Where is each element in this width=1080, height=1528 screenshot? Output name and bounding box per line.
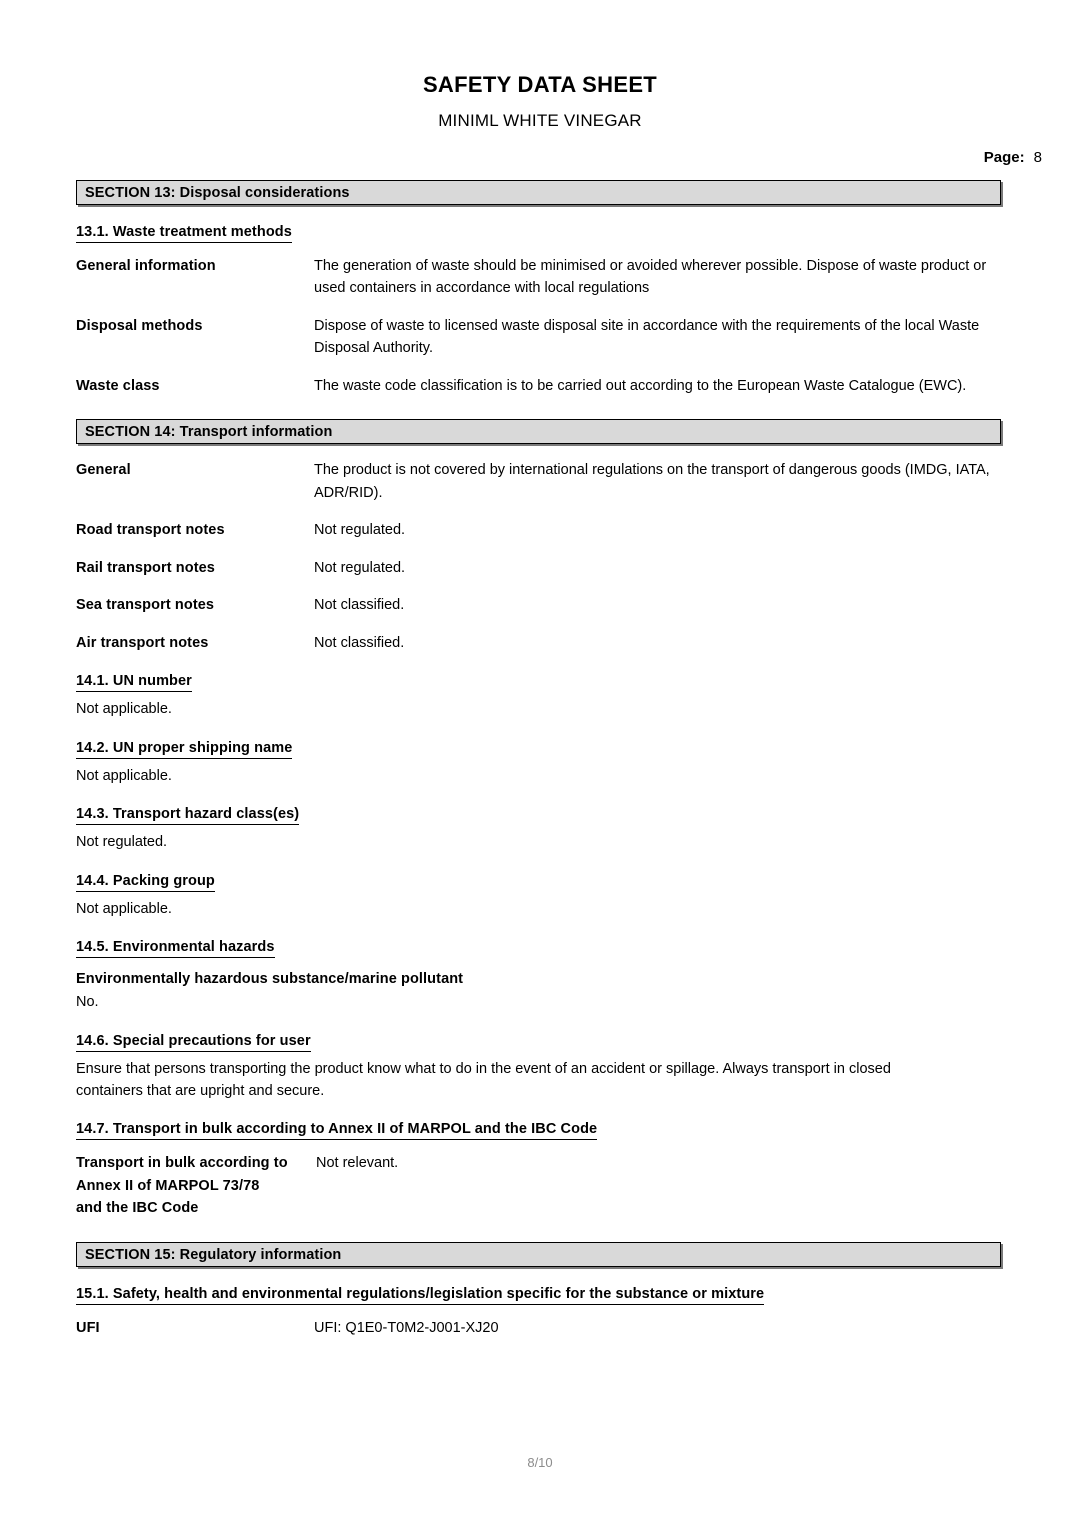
field-value: Dispose of waste to licensed waste disposal site in accordance with the requirements of the local Waste Disposal Authority.	[314, 317, 980, 357]
document-content	[76, 180, 1004, 1339]
field-row-road-transport-notes	[76, 504, 1004, 541]
subsection-heading-15-1	[76, 1267, 1004, 1302]
document-title: SAFETY DATA SHEET	[422, 72, 658, 97]
subsection-body-14-2: Not applicable.	[76, 767, 172, 784]
field-value: Not regulated.	[314, 522, 406, 539]
subsection-heading-13-1	[76, 205, 1004, 240]
page-label: Page:	[983, 149, 1025, 166]
section-header-13: SECTION 13: Disposal considerations	[76, 180, 1001, 205]
field-label: Disposal methods	[76, 317, 203, 334]
subsection-body-14-4: Not applicable.	[76, 900, 172, 917]
field-label-line-1: Transport in bulk according to	[76, 1155, 288, 1172]
page-number: 8	[1033, 149, 1042, 166]
subsection-heading-14-1	[76, 654, 1004, 689]
field-row-waste-class	[76, 360, 1004, 397]
subsection-heading-13-1-text: 13.1. Waste treatment methods	[76, 224, 292, 243]
field-row-air-transport-notes	[76, 617, 1004, 654]
field-row-ufi	[76, 1302, 1004, 1339]
field-label: Waste class	[76, 377, 160, 394]
subsection-heading-14-3	[76, 787, 1004, 822]
page-footer: 8/10	[527, 1455, 553, 1470]
field-label: UFI	[76, 1319, 100, 1336]
subsection-heading-14-2	[76, 721, 1004, 756]
field-label-line-2: Annex II of MARPOL 73/78	[76, 1177, 260, 1194]
field-label: Sea transport notes	[76, 597, 215, 614]
field-label: General	[76, 462, 131, 479]
field-label: Rail transport notes	[76, 559, 215, 576]
subsection-heading-14-5-text: 14.5. Environmental hazards	[76, 939, 275, 958]
field-value: Not relevant.	[316, 1155, 399, 1172]
environmentally-hazardous-value: No.	[76, 994, 99, 1011]
environmentally-hazardous-label: Environmentally hazardous substance/marine pollutant	[76, 971, 464, 988]
subsection-body-14-1: Not applicable.	[76, 701, 172, 718]
field-value: Not classified.	[314, 597, 405, 614]
field-value: The product is not covered by international regulations on the transport of dangerous goods (IMDG, IATA, ADR/RID).	[314, 462, 990, 501]
subsection-heading-15-1-text: 15.1. Safety, health and environmental regulations/legislation specific for the substance or mixture	[76, 1286, 764, 1305]
subsection-heading-14-7	[76, 1102, 1004, 1137]
subsection-heading-14-7-text: 14.7. Transport in bulk according to Annex II of MARPOL and the IBC Code	[76, 1121, 597, 1140]
subsection-heading-14-3-text: 14.3. Transport hazard class(es)	[76, 806, 299, 825]
subsection-heading-14-4-text: 14.4. Packing group	[76, 873, 215, 892]
field-value: The waste code classification is to be carried out according to the European Waste Catalogue (EWC).	[314, 377, 967, 394]
subsection-heading-14-6-text: 14.6. Special precautions for user	[76, 1033, 311, 1052]
field-label: Air transport notes	[76, 634, 209, 651]
product-name: MINIML WHITE VINEGAR	[438, 111, 642, 130]
field-value: The generation of waste should be minimised or avoided wherever possible. Dispose of waste product or used containers in accordance with local regulations	[314, 258, 987, 297]
subsection-heading-14-2-text: 14.2. UN proper shipping name	[76, 740, 292, 759]
section-header-14: SECTION 14: Transport information	[76, 419, 1001, 444]
subsection-heading-14-6	[76, 1014, 1004, 1049]
subsection-heading-14-1-text: 14.1. UN number	[76, 673, 192, 692]
field-row-transport-in-bulk	[76, 1137, 1004, 1219]
section-header-15: SECTION 15: Regulatory information	[76, 1242, 1001, 1267]
subsection-body-14-6: Ensure that persons transporting the product know what to do in the event of an accident or spillage. Always transport in closed containers that are upright and secure.	[76, 1060, 891, 1099]
field-value: Not regulated.	[314, 559, 406, 576]
subsection-heading-14-5	[76, 920, 1004, 955]
page-indicator	[0, 131, 1080, 166]
field-row-disposal-methods	[76, 300, 1004, 360]
field-label-line-3: and the IBC Code	[76, 1200, 199, 1217]
field-value: UFI: Q1E0-T0M2-J001-XJ20	[314, 1319, 499, 1336]
field-label: General information	[76, 258, 216, 274]
field-row-general-information	[76, 240, 1004, 300]
field-label: Road transport notes	[76, 522, 225, 539]
subsection-body-14-3: Not regulated.	[76, 834, 168, 851]
field-row-sea-transport-notes	[76, 579, 1004, 616]
field-label	[76, 1152, 316, 1219]
field-value: Not classified.	[314, 634, 405, 651]
subsection-heading-14-4	[76, 854, 1004, 889]
field-row-rail-transport-notes	[76, 542, 1004, 579]
field-row-general	[76, 444, 1004, 504]
